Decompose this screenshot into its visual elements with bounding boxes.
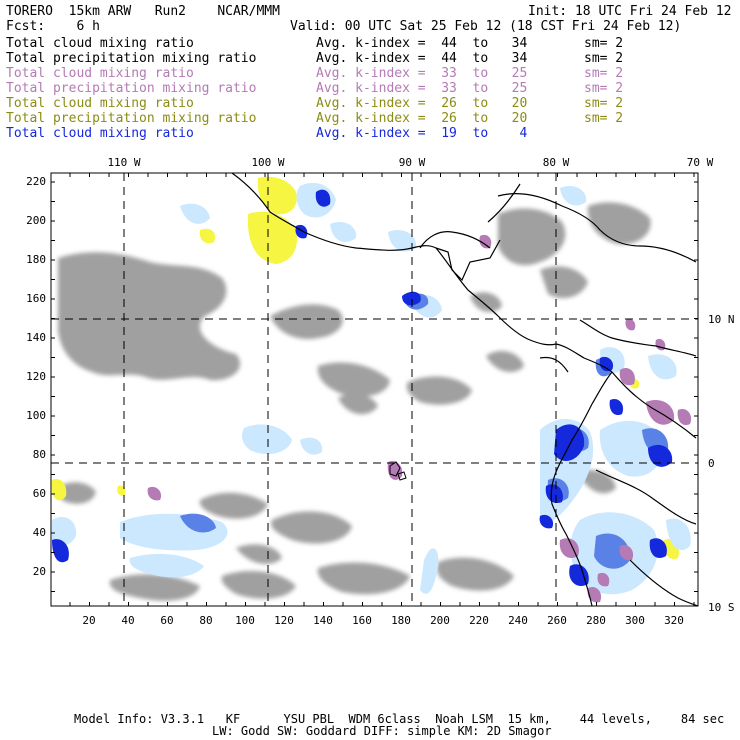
x-tick-label: 320: [664, 614, 684, 627]
latitude-labels: [708, 313, 735, 614]
longitude-label: 70 W: [686, 156, 714, 169]
y-tick-label: 200: [26, 214, 46, 227]
init-time: Init: 18 UTC Fri 24 Feb 12: [528, 4, 732, 19]
x-tick-label: 140: [313, 614, 333, 627]
x-tick-label: 280: [586, 614, 606, 627]
legend-field-name: Total cloud mixing ratio: [6, 96, 194, 111]
y-tick-label: 20: [32, 565, 46, 578]
longitude-label: 100 W: [251, 156, 285, 169]
legend-row: [6, 96, 696, 111]
legend-row: [6, 36, 696, 51]
legend-smoothing: sm= 2: [584, 111, 624, 126]
legend-field-name: Total cloud mixing ratio: [6, 126, 194, 141]
y-tick-label: 100: [26, 409, 46, 422]
y-tick-label: 160: [26, 292, 46, 305]
legend-field-name: Total cloud mixing ratio: [6, 66, 194, 81]
legend-field-name: Total precipitation mixing ratio: [6, 51, 257, 66]
forecast-map: [0, 150, 740, 640]
physics-info-line: LW: Godd SW: Goddard DIFF: simple KM: 2D Smagor: [212, 724, 552, 738]
x-tick-label: 240: [508, 614, 528, 627]
y-tick-label: 140: [26, 331, 46, 344]
longitude-label: 90 W: [398, 156, 426, 169]
x-tick-label: 120: [274, 614, 294, 627]
legend-field-name: Total precipitation mixing ratio: [6, 81, 257, 96]
legend-kindex-range: Avg. k-index = 26 to 20: [316, 96, 528, 111]
longitude-label: 110 W: [107, 156, 141, 169]
legend-row: [6, 51, 696, 66]
y-grid-index-labels: [26, 175, 46, 578]
y-tick-label: 80: [32, 448, 46, 461]
x-tick-label: 100: [235, 614, 255, 627]
legend-smoothing: sm= 2: [584, 51, 624, 66]
legend-smoothing: sm= 2: [584, 96, 624, 111]
forecast-hour: Fcst: 6 h: [6, 19, 100, 34]
x-tick-label: 160: [352, 614, 372, 627]
y-tick-label: 180: [26, 253, 46, 266]
legend-smoothing: sm= 2: [584, 81, 624, 96]
latitude-label: 10 S: [708, 601, 735, 614]
legend-kindex-range: Avg. k-index = 33 to 25: [316, 66, 528, 81]
valid-time: Valid: 00 UTC Sat 25 Feb 12 (18 CST Fri 24 Feb 12): [290, 19, 682, 34]
legend-field-name: Total cloud mixing ratio: [6, 36, 194, 51]
longitude-label: 80 W: [542, 156, 570, 169]
y-tick-label: 60: [32, 487, 46, 500]
x-tick-label: 180: [391, 614, 411, 627]
legend-kindex-range: Avg. k-index = 26 to 20: [316, 111, 528, 126]
latitude-label: 0: [708, 457, 715, 470]
y-tick-label: 120: [26, 370, 46, 383]
x-tick-label: 260: [547, 614, 567, 627]
y-tick-label: 40: [32, 526, 46, 539]
x-grid-index-labels: [82, 614, 684, 627]
legend-kindex-range: Avg. k-index = 33 to 25: [316, 81, 528, 96]
legend-kindex-range: Avg. k-index = 19 to 4: [316, 126, 528, 141]
model-title: TORERO 15km ARW Run2 NCAR/MMM: [6, 4, 280, 19]
x-tick-label: 20: [82, 614, 96, 627]
legend-field-name: Total precipitation mixing ratio: [6, 111, 257, 126]
x-tick-label: 220: [469, 614, 489, 627]
legend-row: [6, 66, 696, 81]
longitude-labels: [107, 156, 713, 169]
y-tick-label: 220: [26, 175, 46, 188]
field-legend: [6, 36, 696, 141]
x-tick-label: 80: [199, 614, 213, 627]
x-tick-label: 300: [625, 614, 645, 627]
legend-smoothing: sm= 2: [584, 66, 624, 81]
legend-row: [6, 81, 696, 96]
legend-kindex-range: Avg. k-index = 44 to 34: [316, 36, 528, 51]
x-tick-label: 40: [121, 614, 135, 627]
latitude-label: 10 N: [708, 313, 735, 326]
x-tick-label: 60: [160, 614, 174, 627]
legend-row: [6, 126, 696, 141]
model-info-line: Model Info: V3.3.1 KF YSU PBL WDM 6class Noah LSM 15 km, 44 levels, 84 sec: [74, 712, 725, 726]
legend-smoothing: sm= 2: [584, 36, 624, 51]
x-tick-label: 200: [430, 614, 450, 627]
legend-row: [6, 111, 696, 126]
legend-kindex-range: Avg. k-index = 44 to 34: [316, 51, 528, 66]
